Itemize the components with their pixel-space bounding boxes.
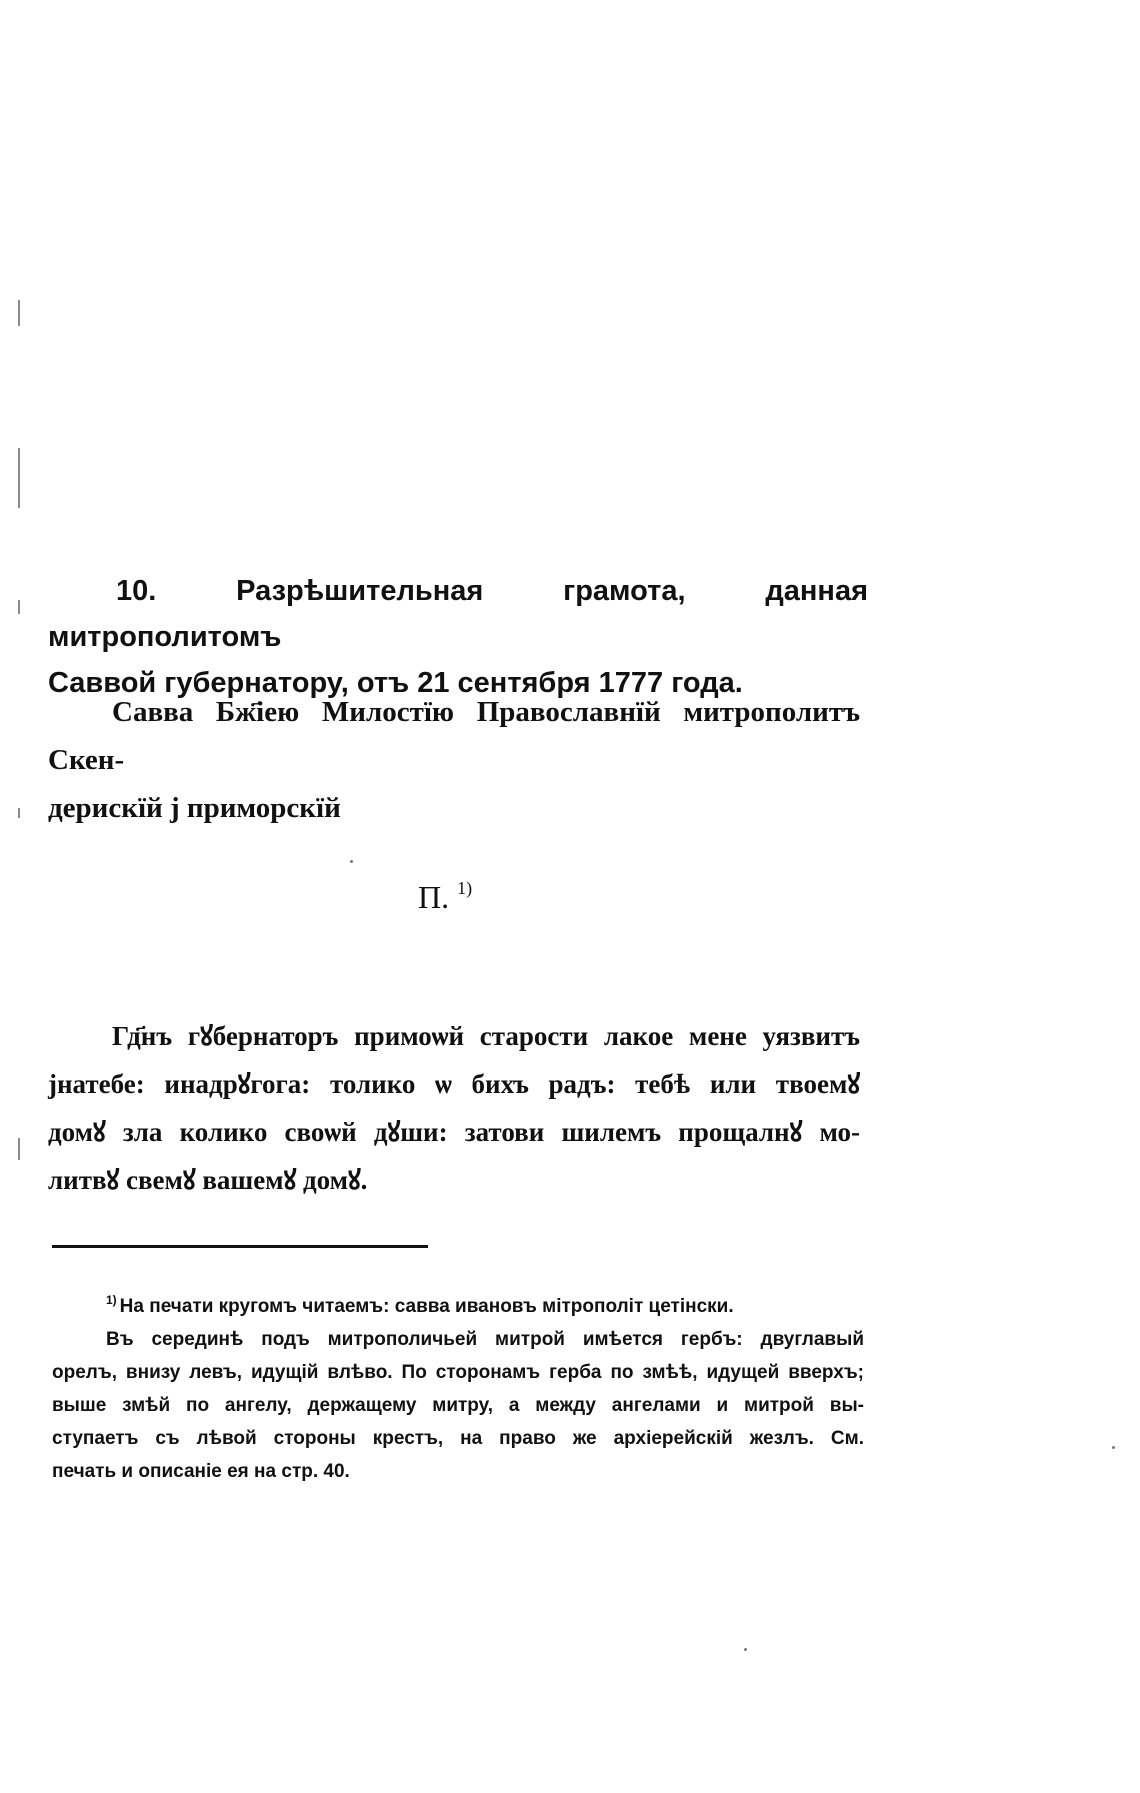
footnote-2-line: печать и описаніе ея на стр. 40. [52, 1461, 350, 1482]
footnote-2-line: выше змѣй по ангелу, держащему митру, а между ангелами и митрой вы- [52, 1395, 864, 1416]
footnote-1-mark: 1) [106, 1293, 117, 1307]
heading-line-1: 10. Разрѣшительная грамота, данная митрополитомъ [48, 575, 868, 653]
letter-body [48, 1012, 860, 1204]
section-marker-label: П. [418, 879, 450, 915]
scan-edge-artifact [18, 808, 20, 818]
footnote-2-line: Въ серединѣ подъ митрополичьей митрой имѣется гербъ: двуглавый [106, 1329, 864, 1350]
scan-edge-artifact [18, 1138, 20, 1160]
intro-line-1: Савва Бж҃іею Милостїю Православнїй митрополитъ Скен- [48, 696, 860, 776]
scan-edge-artifact [18, 300, 20, 326]
footnote-2-line: ступаетъ съ лѣвой стороны крестъ, на право же архіерейскій жезлъ. См. [52, 1428, 864, 1449]
footnote-reference: 1) [457, 878, 473, 898]
scan-speck [1112, 1446, 1115, 1449]
footnote-separator [52, 1245, 428, 1248]
scan-speck [350, 860, 353, 863]
section-marker [418, 878, 472, 916]
letter-line: јнатебе: инадрꙋгога: толико ѡ бихъ радъ: тебѣ или твоемꙋ [48, 1069, 860, 1099]
document-heading [48, 568, 868, 706]
scan-speck [744, 1648, 747, 1651]
letter-line: домꙋ зла колико своѡй дꙋши: затови шилемъ прощалнꙋ мо- [48, 1117, 860, 1147]
scan-edge-artifact [18, 448, 20, 508]
intro-line-2: дерискїй ј приморскїй [48, 792, 341, 824]
heading-line-2: Саввой губернатору, отъ 21 сентября 1777 года. [48, 667, 743, 699]
footnotes [52, 1284, 864, 1488]
letter-line: литвꙋ свемꙋ вашемꙋ домꙋ. [48, 1165, 368, 1195]
letter-line: Гд҃нъ гꙋбернаторъ примоѡй старости лакое мене уязвитъ [112, 1021, 860, 1051]
footnote-2-line: орелъ, внизу левъ, идущій влѣво. По сторонамъ герба по змѣѣ, идущей вверхъ; [52, 1362, 864, 1383]
footnote-1 [52, 1284, 864, 1323]
footnote-1-text: На печати кругомъ читаемъ: савва ивановъ мітрополіт цетінски. [119, 1296, 734, 1317]
scan-edge-artifact [18, 600, 20, 614]
intro-paragraph [48, 688, 860, 832]
